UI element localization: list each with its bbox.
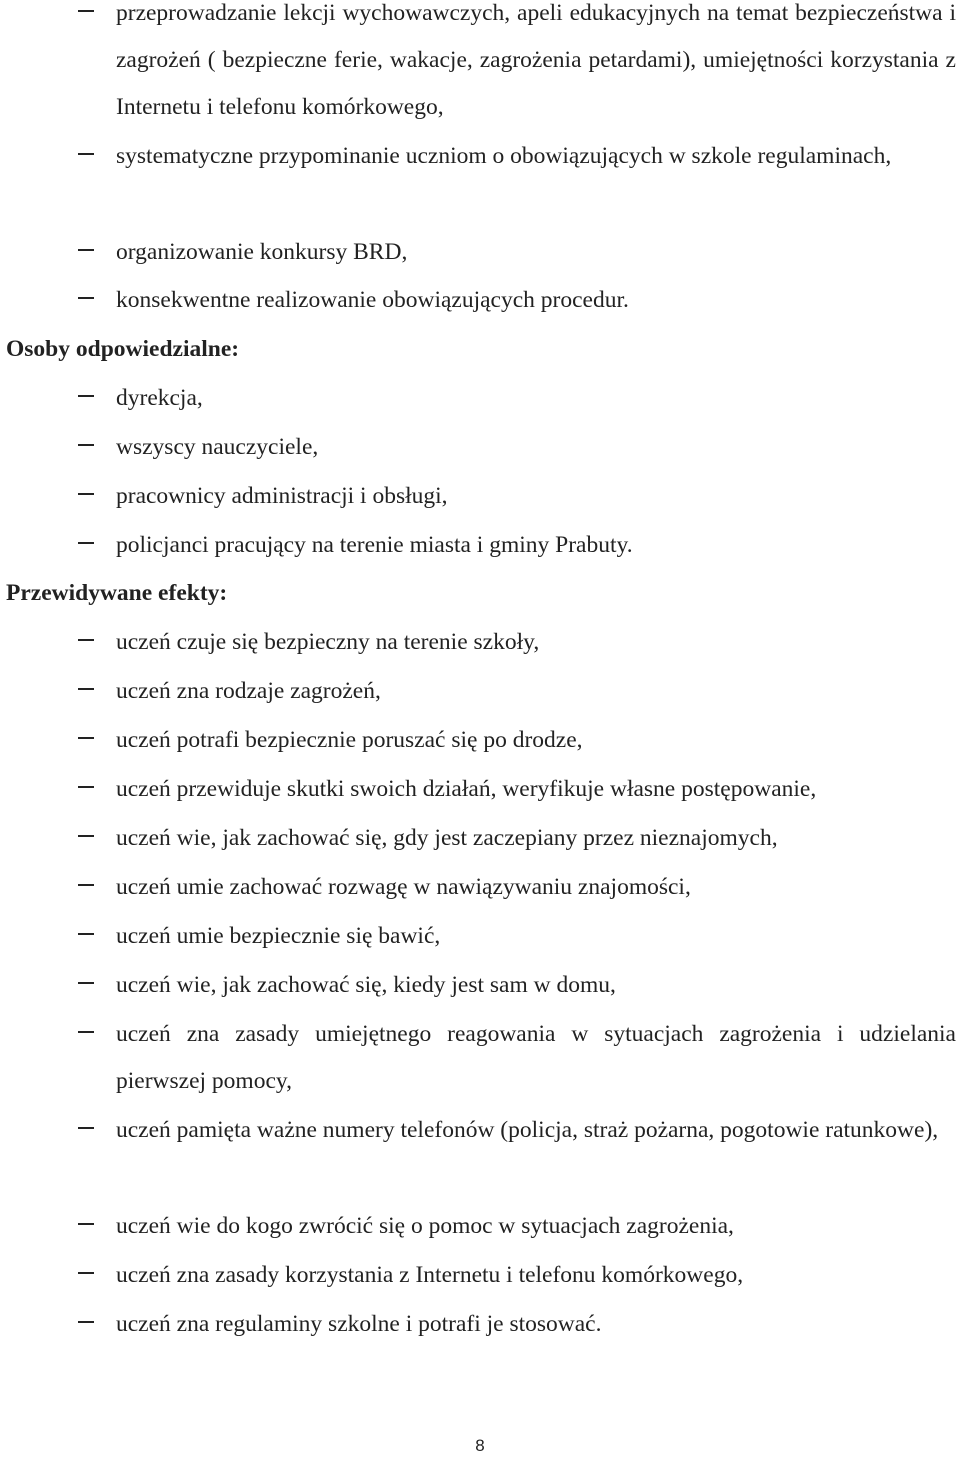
section-heading-effects: Przewidywane efekty:	[6, 580, 228, 606]
dash-bullet	[78, 884, 94, 886]
dash-bullet	[78, 444, 94, 446]
list-item-text: uczeń umie zachować rozwagę w nawiązywaniu znajomości,	[116, 874, 691, 900]
dash-bullet	[78, 10, 94, 12]
dash-bullet	[78, 1321, 94, 1323]
list-item	[78, 815, 956, 862]
list-item-text: dyrekcja,	[116, 385, 203, 411]
list-item	[78, 1203, 956, 1250]
list-item	[78, 1252, 956, 1299]
list-item-text: przeprowadzanie lekcji wychowawczych, apeli edukacyjnych na temat bezpieczeństwa i zagrożeń ( bezpieczne ferie, wakacje, zagrożenia petardami), umiejętności korzystania z Internetu i telefonu komórkowego,	[116, 0, 956, 120]
list-item-text: uczeń przewiduje skutki swoich działań, weryfikuje własne postępowanie,	[116, 776, 817, 802]
list-item	[78, 424, 956, 471]
list-item-text: uczeń wie do kogo zwrócić się o pomoc w sytuacjach zagrożenia,	[116, 1213, 734, 1239]
list-item-text: konsekwentne realizowanie obowiązujących procedur.	[116, 287, 629, 313]
dash-bullet	[78, 1272, 94, 1274]
list-item-text: systematyczne przypominanie uczniom o obowiązujących w szkole regulaminach,	[116, 143, 892, 169]
list-item	[78, 864, 956, 911]
dash-bullet	[78, 1223, 94, 1225]
list-item-text: uczeń pamięta ważne numery telefonów (policja, straż pożarna, pogotowie ratunkowe),	[116, 1117, 939, 1143]
dash-bullet	[78, 1031, 94, 1033]
dash-bullet	[78, 395, 94, 397]
list-item	[78, 962, 956, 1009]
list-item-text: uczeń zna regulaminy szkolne i potrafi je stosować.	[116, 1311, 602, 1337]
list-item	[78, 1301, 956, 1348]
list-item-text: organizowanie konkursy BRD,	[116, 239, 408, 265]
dash-bullet	[78, 1127, 94, 1129]
dash-bullet	[78, 737, 94, 739]
dash-bullet	[78, 982, 94, 984]
list-item	[78, 1107, 956, 1154]
list-item	[78, 668, 956, 715]
dash-bullet	[78, 297, 94, 299]
list-item	[78, 133, 956, 180]
list-item	[78, 1011, 956, 1105]
list-item	[78, 717, 956, 764]
list-item	[78, 0, 956, 131]
dash-bullet	[78, 933, 94, 935]
dash-bullet	[78, 639, 94, 641]
list-item-text: uczeń zna rodzaje zagrożeń,	[116, 678, 381, 704]
dash-bullet	[78, 249, 94, 251]
list-item-text: policjanci pracujący na terenie miasta i gminy Prabuty.	[116, 532, 633, 558]
list-item-text: uczeń zna zasady umiejętnego reagowania w sytuacjach zagrożenia i udzielania pierwszej pomocy,	[116, 1021, 956, 1094]
list-item-text: wszyscy nauczyciele,	[116, 434, 319, 460]
list-item-text: uczeń czuje się bezpieczny na terenie szkoły,	[116, 629, 540, 655]
list-item	[78, 619, 956, 666]
dash-bullet	[78, 153, 94, 155]
list-item-text: uczeń umie bezpiecznie się bawić,	[116, 923, 441, 949]
list-item	[78, 522, 956, 569]
list-item-text: uczeń wie, jak zachować się, kiedy jest sam w domu,	[116, 972, 616, 998]
list-item-text: pracownicy administracji i obsługi,	[116, 483, 448, 509]
list-item-text: uczeń zna zasady korzystania z Internetu i telefonu komórkowego,	[116, 1262, 744, 1288]
list-item	[78, 375, 956, 422]
section-heading-responsible: Osoby odpowiedzialne:	[6, 336, 240, 362]
list-item-text: uczeń wie, jak zachować się, gdy jest zaczepiany przez nieznajomych,	[116, 825, 778, 851]
list-item	[78, 913, 956, 960]
dash-bullet	[78, 688, 94, 690]
list-item-text: uczeń potrafi bezpiecznie poruszać się po drodze,	[116, 727, 583, 753]
dash-bullet	[78, 493, 94, 495]
list-item	[78, 766, 956, 813]
dash-bullet	[78, 835, 94, 837]
list-item	[78, 473, 956, 520]
dash-bullet	[78, 542, 94, 544]
dash-bullet	[78, 786, 94, 788]
list-item	[78, 277, 956, 324]
list-item	[78, 229, 956, 276]
page-number: 8	[475, 1436, 485, 1455]
